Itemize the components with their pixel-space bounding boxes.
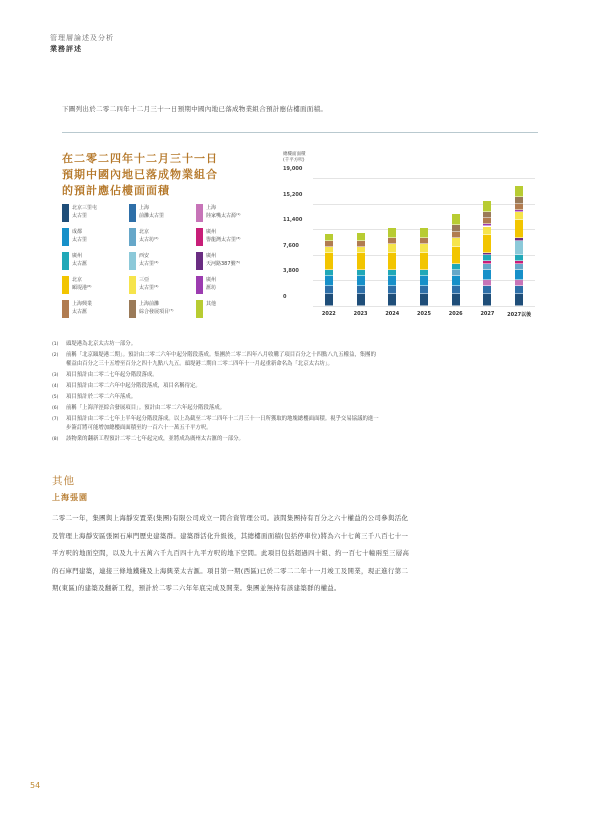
bar-segment bbox=[483, 280, 491, 286]
legend-label: 北京 太古坊⁽²⁾ bbox=[139, 229, 159, 243]
legend-swatch bbox=[62, 252, 69, 270]
bar-segment bbox=[515, 270, 523, 280]
bar-segment bbox=[483, 212, 491, 219]
legend-swatch bbox=[62, 204, 69, 222]
bar-segment bbox=[515, 294, 523, 306]
x-tick-label: 2022 bbox=[321, 311, 336, 317]
grid-line bbox=[313, 204, 535, 205]
legend-swatch bbox=[196, 300, 203, 318]
legend-label: 其他 bbox=[206, 301, 217, 307]
bar-segment bbox=[515, 238, 523, 241]
y-axis-label-line: 總樓面面積 bbox=[283, 152, 306, 157]
legend-swatch bbox=[196, 252, 203, 270]
footnote-number: (3) bbox=[52, 373, 59, 378]
bar-segment bbox=[420, 294, 428, 306]
y-tick-label: 3,800 bbox=[283, 268, 299, 275]
bar-segment bbox=[420, 238, 428, 244]
bar-segment bbox=[388, 286, 396, 294]
panel-title-line: 預期中國內地已落成物業組合 bbox=[62, 168, 218, 181]
body-paragraph bbox=[52, 510, 548, 598]
footnote-text: 步簽訂將可能增加總樓面面積至約一百六十一萬五千平方呎。 bbox=[66, 425, 212, 431]
bar-segment bbox=[452, 247, 460, 265]
bar-segment bbox=[388, 244, 396, 253]
footnote-number: (4) bbox=[52, 384, 59, 389]
bar-segment bbox=[452, 225, 460, 232]
legend-label: 西安 太古里⁽⁴⁾ bbox=[139, 253, 159, 267]
page-number: 54 bbox=[30, 781, 41, 790]
legend-label: 廣州 滙坊 bbox=[206, 277, 217, 291]
legend-item bbox=[129, 227, 195, 247]
legend-label: 三亞 太古里⁽⁴⁾ bbox=[139, 277, 159, 291]
bar-segment bbox=[325, 294, 333, 306]
footnote-text: 項目預計由二零二六年中起分階段落成，項目名稱待定。 bbox=[66, 383, 201, 389]
x-tick-label: 2023 bbox=[353, 311, 368, 317]
legend-label: 成都 太古里 bbox=[72, 229, 88, 243]
legend-swatch bbox=[62, 300, 69, 318]
intro-text: 下圖列出於二零二四年十二月三十一日預期中國內地已落成物業組合預計應佔樓面面積。 bbox=[62, 105, 328, 113]
bar-segment bbox=[515, 261, 523, 264]
bar-segment bbox=[357, 270, 365, 275]
bar-segment bbox=[515, 286, 523, 294]
paragraph-line: 期(東區)的建築及翻新工程，預計於二零二六年年底完成及開業。集團並無持有該建築群的權益。 bbox=[52, 584, 341, 592]
bar-segment bbox=[483, 255, 491, 260]
y-tick-label: 11,400 bbox=[283, 217, 303, 224]
bar-segment bbox=[452, 232, 460, 238]
footnote-number: (5) bbox=[52, 395, 59, 400]
legend-item bbox=[62, 203, 128, 223]
paragraph-line: 及管理上海靜安區張園石庫門歷史建築群。建築群活化升級後，其總樓面面積(包括停車位)將為六十七萬三千八百七十一 bbox=[52, 531, 409, 540]
bar-segment bbox=[483, 227, 491, 236]
bar-segment bbox=[483, 270, 491, 280]
footnote-number: (7) bbox=[52, 417, 59, 422]
footnote-text: 項目預計於二零二六年落成。 bbox=[66, 394, 137, 400]
bar-segment bbox=[483, 253, 491, 256]
bar-segment bbox=[357, 233, 365, 241]
legend-swatch bbox=[196, 276, 203, 294]
bar-segment bbox=[515, 212, 523, 221]
bar-segment bbox=[452, 294, 460, 306]
footnote-text: 項目預計由二零二七年上半年起分階段落成。以上為截至二零二四年十二月三十一日所獲取的地塊總樓面面積。視乎交易協議的進一 bbox=[66, 416, 379, 422]
bar-segment bbox=[483, 264, 491, 270]
footnote-text: 權益由百分之三十五增至百分之四十九點八九五。頭堤港二期自二零二四年十一月起重新命名為「北京太古坊」。 bbox=[66, 361, 333, 367]
legend-item bbox=[196, 299, 262, 319]
bar-segment bbox=[325, 241, 333, 247]
footnote-text: 前稱「北京頤堤港二期」。預計由二零二六年中起分階段落成。集團於二零二四年八月收購了項目百分之十四點八九五權益，集團的 bbox=[66, 352, 376, 358]
bar-segment bbox=[452, 238, 460, 247]
y-tick-label: 19,000 bbox=[283, 166, 303, 172]
bar-segment bbox=[483, 286, 491, 294]
legend-label: 上海興業 太古滙 bbox=[72, 301, 93, 315]
chart-legend bbox=[62, 203, 262, 323]
y-tick-label: 0 bbox=[283, 294, 287, 300]
legend-swatch bbox=[129, 252, 136, 270]
legend-label: 北京三里屯 太古里 bbox=[72, 205, 98, 219]
legend-item bbox=[129, 203, 195, 223]
bar-segment bbox=[515, 241, 523, 256]
y-tick-label: 15,200 bbox=[283, 191, 303, 198]
footnote-text: 項目預計由二零二七年起分階段落成。 bbox=[66, 372, 158, 378]
legend-label: 廣州 譽龍灣太古里⁽³⁾ bbox=[206, 229, 241, 243]
panel-title bbox=[62, 151, 218, 199]
bar-segment bbox=[388, 276, 396, 286]
bar-segment bbox=[483, 235, 491, 253]
bar-segment bbox=[515, 255, 523, 260]
bar-segment bbox=[483, 201, 491, 212]
section-title: 其他 bbox=[52, 475, 75, 487]
legend-item bbox=[62, 299, 128, 319]
grid-line bbox=[313, 178, 535, 179]
y-axis-label bbox=[283, 152, 306, 164]
footnote-number: (6) bbox=[52, 406, 59, 411]
legend-item bbox=[196, 227, 262, 247]
legend-label: 上海 陸家嘴太古源⁽¹⁾ bbox=[206, 205, 241, 219]
bar-segment bbox=[357, 294, 365, 306]
x-tick-label: 2025 bbox=[417, 311, 431, 317]
x-tick-label: 2027以後 bbox=[507, 312, 532, 318]
y-tick-label: 7,600 bbox=[283, 242, 299, 249]
bar-segment bbox=[357, 241, 365, 247]
bar-segment bbox=[515, 280, 523, 286]
bar-segment bbox=[388, 253, 396, 271]
bar-segment bbox=[515, 197, 523, 204]
header-section: 管理層論述及分析 bbox=[50, 34, 114, 42]
legend-item bbox=[196, 251, 262, 271]
footnote-number: (1) bbox=[52, 342, 59, 347]
bar-segment bbox=[357, 276, 365, 286]
legend-item bbox=[129, 251, 195, 271]
paragraph-line: 平方呎的地面空間，以及九十五萬六千九百四十九平方呎的地下空間。此項目包括超過四十組、約一百七十幢兩至三層高 bbox=[52, 549, 410, 557]
legend-swatch bbox=[129, 228, 136, 246]
legend-swatch bbox=[196, 204, 203, 222]
legend-item bbox=[196, 203, 262, 223]
bar-segment bbox=[452, 270, 460, 276]
legend-swatch bbox=[62, 228, 69, 246]
bar-segment bbox=[388, 270, 396, 275]
bar-segment bbox=[515, 186, 523, 197]
legend-item bbox=[62, 251, 128, 271]
bar-segment bbox=[515, 204, 523, 210]
x-tick-label: 2024 bbox=[385, 311, 400, 317]
y-axis-label-line: (千平方呎) bbox=[283, 158, 305, 163]
panel-title-line: 在二零二四年十二月三十一日 bbox=[62, 152, 218, 165]
footnote-text: 頭堤港為北京太古坊一部分。 bbox=[66, 341, 137, 347]
header-subsection: 業務評述 bbox=[50, 45, 82, 53]
bar-segment bbox=[325, 253, 333, 271]
legend-label: 上海 前灘太古里 bbox=[139, 205, 165, 219]
bar-segment bbox=[325, 234, 333, 241]
legend-label: 廣州 天河路387號⁽⁵⁾ bbox=[206, 253, 241, 267]
legend-item bbox=[129, 299, 195, 319]
bar-segment bbox=[325, 270, 333, 275]
panel-title-line: 的預計應佔樓面面積 bbox=[62, 184, 170, 197]
legend-item bbox=[129, 275, 195, 295]
divider bbox=[62, 132, 538, 133]
bar-segment bbox=[420, 270, 428, 275]
x-tick-label: 2026 bbox=[448, 311, 463, 317]
legend-swatch bbox=[129, 276, 136, 294]
bar-segment bbox=[357, 253, 365, 271]
bar-segment bbox=[420, 253, 428, 271]
bar-segment bbox=[420, 244, 428, 253]
legend-swatch bbox=[62, 276, 69, 294]
legend-item bbox=[62, 227, 128, 247]
bar-segment bbox=[325, 276, 333, 286]
bar-segment bbox=[452, 214, 460, 225]
paragraph-line: 二零二一年，集團與上海靜安置業(集團)有限公司成立一間合資管理公司。該間集團持有百分之六十權益的公司參與活化 bbox=[52, 514, 409, 522]
footnote-number: (2) bbox=[52, 353, 59, 358]
legend-swatch bbox=[129, 204, 136, 222]
legend-swatch bbox=[129, 300, 136, 318]
bar-segment bbox=[483, 218, 491, 224]
bar-segment bbox=[452, 286, 460, 294]
bar-segment bbox=[388, 228, 396, 238]
bar-segment bbox=[357, 247, 365, 252]
bar-segment bbox=[452, 264, 460, 269]
legend-label: 廣州 太古滙 bbox=[72, 253, 88, 267]
footnote-number: (8) bbox=[52, 437, 59, 442]
bar-segment bbox=[420, 286, 428, 294]
bar-segment bbox=[388, 294, 396, 306]
bar-segment bbox=[515, 264, 523, 270]
bar-segment bbox=[420, 228, 428, 238]
footnote-text: 該物業的翻新工程預計二零二七年起完成，並將成為廣州太古滙的一部分。 bbox=[66, 436, 244, 442]
legend-swatch bbox=[196, 228, 203, 246]
x-tick-label: 2027 bbox=[480, 311, 495, 317]
bar-segment bbox=[388, 238, 396, 244]
legend-item bbox=[62, 275, 128, 295]
legend-item bbox=[196, 275, 262, 295]
bar-segment bbox=[420, 276, 428, 286]
bar-segment bbox=[483, 261, 491, 264]
bar-segment bbox=[325, 247, 333, 252]
footnote-text: 前稱「上海洋涇綜合發展項目」。預計由二零二六年起分階段落成。 bbox=[66, 405, 226, 411]
section-subtitle: 上海張園 bbox=[52, 493, 88, 502]
stacked-bar-chart bbox=[283, 166, 543, 330]
bar-segment bbox=[515, 220, 523, 238]
bar-segment bbox=[452, 276, 460, 286]
paragraph-line: 的石庫門建築，連接三條地鐵綫及上海興業太古滙。項目第一期(西區)已於二零二二年十一月竣工及開業，現正進行第二 bbox=[52, 566, 409, 575]
grid-line bbox=[313, 306, 535, 307]
bar-segment bbox=[357, 286, 365, 294]
legend-label: 上海前灘 綜合發展項目⁽⁷⁾ bbox=[139, 301, 174, 315]
bar-segment bbox=[325, 286, 333, 294]
bar-segment bbox=[483, 224, 491, 226]
bar-segment bbox=[483, 294, 491, 306]
bar-segment bbox=[515, 210, 523, 212]
legend-label: 北京 頤堤港⁽⁶⁾ bbox=[72, 277, 92, 291]
